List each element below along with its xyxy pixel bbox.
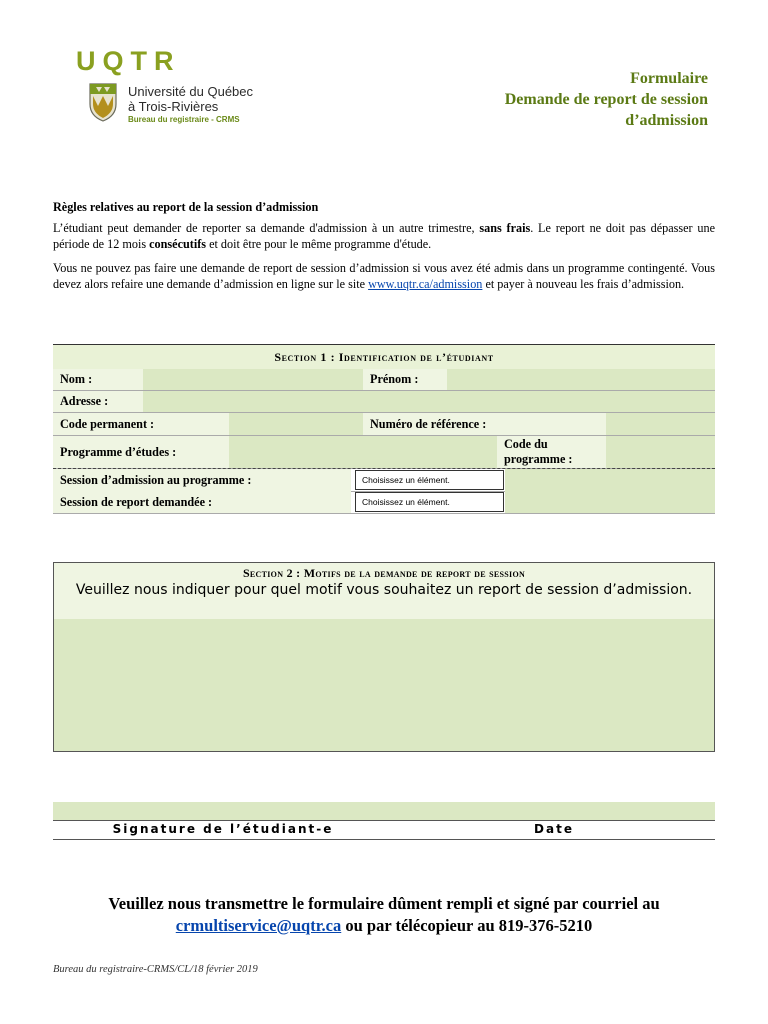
title-line-3: d’admission xyxy=(625,112,708,129)
rules-paragraph-1 xyxy=(53,220,715,252)
closing-line-1: Veuillez nous transmettre le formulaire dûment rempli et signé par courriel au xyxy=(108,894,660,913)
label-session-admission: Session d’admission au programme : xyxy=(53,469,351,491)
motifs-textarea[interactable] xyxy=(54,619,714,751)
label-nom: Nom : xyxy=(53,369,143,390)
section-1-identification xyxy=(53,344,715,514)
label-prenom: Prénom : xyxy=(363,369,447,390)
logo-wordmark: UQTR xyxy=(76,46,181,76)
closing-instructions xyxy=(53,893,715,937)
p1-text-a: L’étudiant peut demander de reporter sa demande d'admission à un autre trimestre, xyxy=(53,221,480,235)
section-2-title: Section 2 : Motifs de la demande de report de session xyxy=(242,566,526,580)
label-session-report: Session de report demandée : xyxy=(53,491,351,513)
rules-heading: Règles relatives au report de la session d’admission xyxy=(53,200,319,214)
fax-text: ou par télécopieur au 819-376-5210 xyxy=(341,916,593,935)
bureau-label: Bureau du registraire - CRMS xyxy=(128,115,240,124)
signature-field[interactable] xyxy=(53,802,715,821)
p1-bold-sans-frais: sans frais xyxy=(479,221,531,235)
section-1-title: Section 1 : Identification de l’étudiant xyxy=(53,344,715,370)
closing-line-2 xyxy=(53,915,715,937)
university-line-1: Université du Québec xyxy=(128,84,254,99)
email-link[interactable]: crmultiservice@uqtr.ca xyxy=(175,916,342,935)
nom-field[interactable] xyxy=(143,369,363,390)
label-code-programme: Code du programme : xyxy=(497,436,606,468)
code-programme-field[interactable] xyxy=(606,436,715,468)
row-session-admission xyxy=(53,468,715,492)
university-name xyxy=(128,84,253,114)
row-session-report xyxy=(53,491,715,514)
footnote: Bureau du registraire-CRMS/CL/18 février 2019 xyxy=(53,964,258,975)
rules-paragraph-2 xyxy=(53,260,715,292)
session-report-filler xyxy=(505,491,715,513)
code-permanent-field[interactable] xyxy=(229,413,363,435)
p2-text-b: et payer à nouveau les frais d’admission. xyxy=(482,277,685,291)
title-line-2: Demande de report de session xyxy=(504,91,708,108)
label-code-permanent: Code permanent : xyxy=(53,413,229,435)
row-nom-prenom xyxy=(53,369,715,391)
title-line-1: Formulaire xyxy=(630,70,708,87)
p1-text-c: et doit être pour le même programme d'étude. xyxy=(206,237,432,251)
p2-text-a: Vous ne pouvez pas faire une demande de report de session d’admission si vous avez été admis dans un programme contingenté. Vous devez alors refaire une demande d’admission en ligne sur le site xyxy=(53,261,715,291)
session-report-select[interactable]: Choisissez un élément. xyxy=(355,492,504,512)
p1-bold-consecutifs: consécutifs xyxy=(149,237,207,251)
university-line-2: à Trois-Rivières xyxy=(128,99,219,114)
adresse-field[interactable] xyxy=(143,391,715,412)
signature-label: Signature de l’étudiant-e xyxy=(112,822,334,836)
prenom-field[interactable] xyxy=(447,369,715,390)
row-code-numero xyxy=(53,413,715,436)
rules-section xyxy=(53,199,715,300)
numero-reference-field[interactable] xyxy=(606,413,715,435)
signature-labels xyxy=(53,820,715,840)
crest-icon xyxy=(88,82,118,122)
section-2-motifs xyxy=(53,562,715,752)
label-adresse: Adresse : xyxy=(53,391,143,412)
uqtr-logo xyxy=(74,48,314,132)
row-adresse xyxy=(53,391,715,413)
section-2-header xyxy=(54,563,714,620)
date-label: Date xyxy=(534,822,574,836)
signature-block xyxy=(53,802,715,840)
programme-field[interactable] xyxy=(229,436,497,468)
form-title xyxy=(505,68,708,131)
section-2-subtitle: Veuillez nous indiquer pour quel motif vous souhaitez un report de session d’admission. xyxy=(75,582,693,598)
admission-link[interactable]: www.uqtr.ca/admission xyxy=(368,277,483,291)
label-numero-reference: Numéro de référence : xyxy=(363,413,606,435)
session-admission-select[interactable]: Choisissez un élément. xyxy=(355,470,504,490)
p1-text-b: . Le report ne doit pas dépasser une période de 12 mois xyxy=(53,221,715,251)
row-programme xyxy=(53,436,715,469)
session-admission-filler xyxy=(505,469,715,491)
label-programme: Programme d’études : xyxy=(53,436,229,468)
